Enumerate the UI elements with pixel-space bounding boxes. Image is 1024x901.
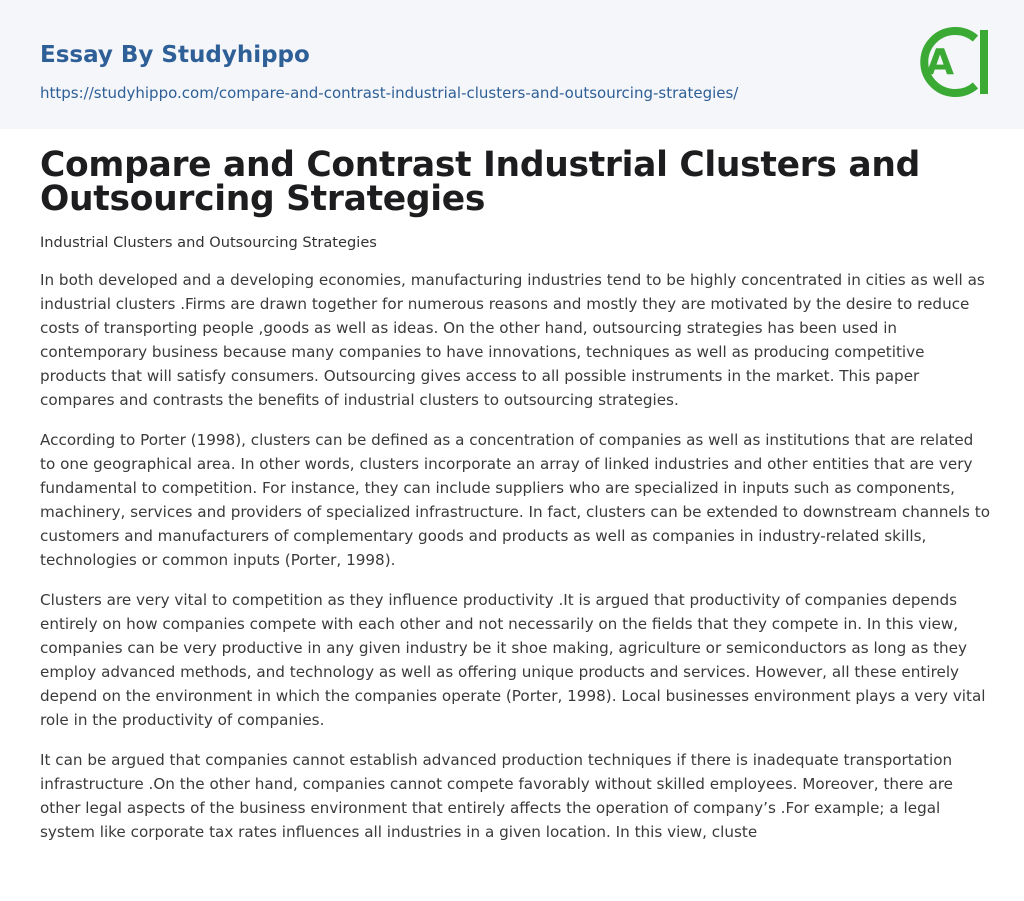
site-header	[0, 0, 1024, 129]
paragraph: It can be argued that companies cannot establish advanced production techniques if there is inadequate transportation infrastructure .On the other hand, companies cannot compete favorably without skilled employees. Moreover, there are other legal aspects of the business environment that entirely affects the operation of company’s .For example; a legal system like corporate tax rates influences all industries in a given location. In this view, cluste	[40, 751, 953, 841]
paragraph: In both developed and a developing economies, manufacturing industries tend to be highly concentrated in cities as well as industrial clusters .Firms are drawn together for numerous reasons and mostly they are motivated by the desire to reduce costs of transporting people ,goods as well as ideas. On the other hand, outsourcing strategies has been used in contemporary business because many companies to have innovations, techniques as well as producing competitive products that will satisfy consumers. Outsourcing gives access to all possible instruments in the market. This paper compares and contrasts the benefits of industrial clusters to outsourcing strategies.	[40, 271, 985, 409]
brand-title[interactable]: Essay By Studyhippo	[40, 42, 310, 68]
paragraph: Clusters are very vital to competition as they influence productivity .It is argued that productivity of companies depends entirely on how companies compete with each other and not necessarily on the fields that they compete in. In this view, companies can be very productive in any given industry be it shoe making, agriculture or semiconductors as long as they employ advanced methods, and technology as well as offering unique products and services. However, all these entirely depend on the environment in which the companies operate (Porter, 1998). Local businesses environment plays a very vital role in the productivity of companies.	[40, 591, 986, 729]
article-body	[40, 268, 990, 860]
article-subtitle: Industrial Clusters and Outsourcing Strategies	[40, 234, 377, 251]
source-url-link[interactable]: https://studyhippo.com/compare-and-contrast-industrial-clusters-and-outsourcing-strategies/	[40, 84, 739, 102]
grade-a-logo-icon[interactable]	[912, 18, 988, 106]
logo-letter: A	[926, 42, 954, 83]
paragraph: According to Porter (1998), clusters can be defined as a concentration of companies as well as institutions that are related to one geographical area. In other words, clusters incorporate an array of linked industries and other entities that are very fundamental to competition. For instance, they can include suppliers who are specialized in inputs such as components, machinery, services and providers of specialized infrastructure. In fact, clusters can be extended to downstream channels to customers and manufacturers of complementary goods and products as well as companies in industry-related skills, technologies or common inputs (Porter, 1998).	[40, 431, 990, 569]
article-title: Compare and Contrast Industrial Clusters and Outsourcing Strategies	[40, 145, 920, 219]
